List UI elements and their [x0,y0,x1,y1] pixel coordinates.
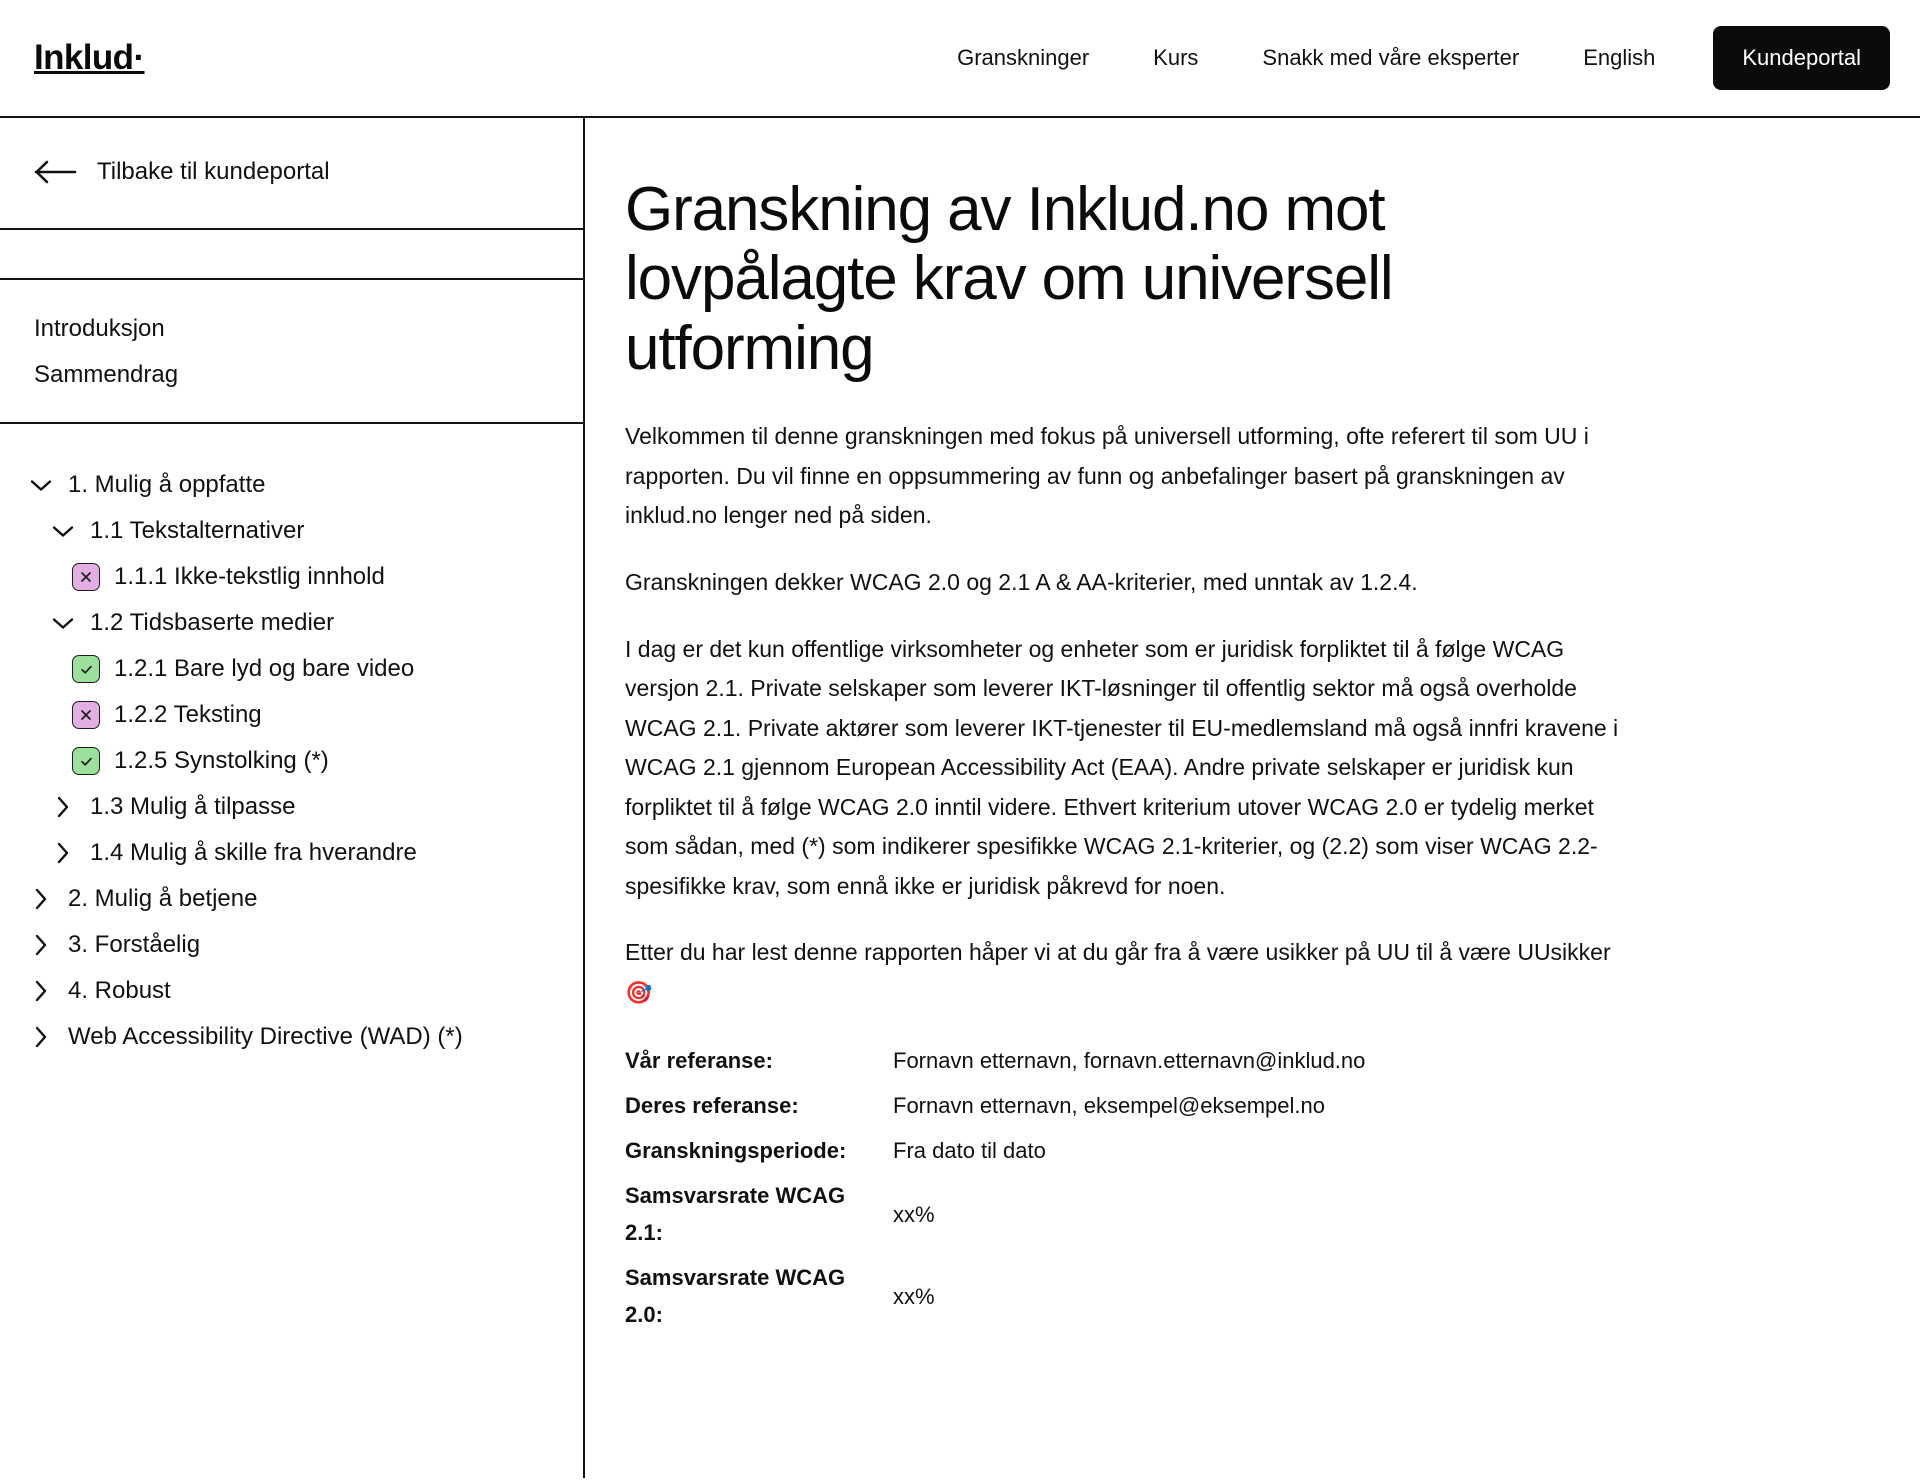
tree-item-label: 3. Forståelig [68,931,201,958]
sidebar-divider-spacer [0,230,583,280]
tree-item-label: 1.2.1 Bare lyd og bare video [114,655,415,682]
closing-paragraph [625,933,1625,1012]
sidebar-plain-group [0,280,583,424]
tree-item-label: 1.4 Mulig å skille fra hverandre [90,839,417,866]
tree-item-1-4[interactable] [28,830,583,876]
tree-item-label: 1.2.5 Synstolking (*) [114,747,329,774]
sidebar-item-introduksjon[interactable]: Introduksjon [34,315,165,342]
brand-dot: · [133,38,145,77]
nav-granskninger[interactable]: Granskninger [957,45,1090,70]
tree-item-label: 1.3 Mulig å tilpasse [90,793,296,820]
table-row [625,1084,1415,1129]
back-to-portal-link[interactable] [0,118,583,230]
report-sidebar [0,118,585,1478]
tree-item-label: 1.1 Tekstalternativer [90,517,305,544]
chevron-right-icon [28,1024,54,1050]
intro-paragraph-1: Velkommen til denne granskningen med fokus på universell utforming, ofte referert til som UU i rapporten. Du vil finne en oppsummering av funn og anbefalinger basert på granskningen av inklud.no lenger ned på siden. [625,423,1589,529]
table-row [625,1256,1415,1338]
arrow-left-icon [34,159,78,185]
intro-paragraph-3: I dag er det kun offentlige virksomheter og enheter som er juridisk forpliktet til å følge WCAG versjon 2.1. Private selskaper som leverer IKT-løsninger til offentlig sektor må også overholde WCAG 2.1. Private aktører som leverer IKT-tjenester til EU-medlemsland må også innfri kravene i WCAG 2.1 gjennom European Accessibility Act (EAA). Andre private selskaper er juridisk kun forpliktet til å følge WCAG 2.0 inntil videre. Ethvert kriterium utover WCAG 2.0 er tydelig merket som sådan, med (*) som indikerer spesifikke WCAG 2.1-kriterier, og (2.2) som viser WCAG 2.2-spesifikke krav, som ennå ikke er juridisk påkrevd for noen. [625,635,1619,899]
meta-key-samsvarsrate-21: Samsvarsrate WCAG 2.1: [625,1183,846,1246]
meta-value-var-referanse: Fornavn etternavn, fornavn.etternavn@inklud.no [893,1048,1366,1074]
closing-text: Etter du har lest denne rapporten håper vi at du går fra å være usikker på UU til å være UUsikker [625,939,1611,966]
meta-key-granskningsperiode: Granskningsperiode: [625,1138,847,1164]
table-row [625,1129,1415,1174]
chevron-right-icon [28,886,54,912]
chevron-down-icon [50,610,76,636]
meta-key-var-referanse: Vår referanse: [625,1048,773,1074]
chevron-right-icon [28,932,54,958]
meta-value-deres-referanse: Fornavn etternavn, eksempel@eksempel.no [893,1093,1325,1119]
tree-item-1-3[interactable] [28,784,583,830]
pass-badge-icon [72,747,100,775]
report-meta-table [625,1039,1415,1338]
meta-value-samsvarsrate-20: xx% [893,1283,935,1309]
fail-badge-icon [72,701,100,729]
table-row [625,1039,1415,1084]
tree-item-label: Web Accessibility Directive (WAD) (*) [68,1023,463,1050]
chevron-down-icon [28,472,54,498]
page-layout [0,118,1920,1478]
meta-key-deres-referanse: Deres referanse: [625,1093,799,1119]
tree-item-3[interactable] [28,922,583,968]
kundeportal-button[interactable]: Kundeportal [1713,26,1890,90]
tree-item-1-2[interactable] [28,600,583,646]
tree-item-1-2-2[interactable] [28,692,583,738]
tree-item-label: 1. Mulig å oppfatte [68,471,266,498]
tree-item-wad[interactable] [28,1014,583,1060]
meta-value-samsvarsrate-21: xx% [893,1201,935,1227]
nav-eksperter[interactable]: Snakk med våre eksperter [1262,45,1520,70]
chevron-down-icon [50,518,76,544]
nav-kurs[interactable]: Kurs [1153,45,1199,70]
back-to-portal-label: Tilbake til kundeportal [97,158,330,185]
page-title: Granskning av Inklud.no mot lovpålagte krav om universell utforming [625,175,1393,383]
chevron-right-icon [50,840,76,866]
meta-value-granskningsperiode: Fra dato til dato [893,1138,1046,1164]
sidebar-criteria-tree [0,424,583,1060]
tree-item-label: 2. Mulig å betjene [68,885,258,912]
chevron-right-icon [50,794,76,820]
tree-item-1[interactable] [28,462,583,508]
main-navigation [925,26,1890,90]
tree-item-label: 1.2.2 Teksting [114,701,262,728]
tree-item-2[interactable] [28,876,583,922]
dart-emoji-icon: 🎯 [625,979,653,1005]
table-row [625,1174,1415,1256]
nav-english[interactable]: English [1583,45,1656,70]
tree-item-1-2-1[interactable] [28,646,583,692]
site-header [0,0,1920,118]
report-content [585,118,1920,1478]
tree-item-1-1[interactable] [28,508,583,554]
sidebar-item-sammendrag[interactable]: Sammendrag [34,361,179,388]
intro-paragraph-2: Granskningen dekker WCAG 2.0 og 2.1 A & AA-kriterier, med unntak av 1.2.4. [625,568,1418,595]
tree-item-1-1-1[interactable] [28,554,583,600]
brand-logo[interactable] [34,38,145,78]
chevron-right-icon [28,978,54,1004]
tree-item-4[interactable] [28,968,583,1014]
meta-key-samsvarsrate-20: Samsvarsrate WCAG 2.0: [625,1265,846,1328]
tree-item-1-2-5[interactable] [28,738,583,784]
tree-item-label: 4. Robust [68,977,171,1004]
tree-item-label: 1.2 Tidsbaserte medier [90,609,335,636]
fail-badge-icon [72,563,100,591]
brand-name: Inklud [34,38,134,77]
tree-item-label: 1.1.1 Ikke-tekstlig innhold [114,563,385,590]
pass-badge-icon [72,655,100,683]
